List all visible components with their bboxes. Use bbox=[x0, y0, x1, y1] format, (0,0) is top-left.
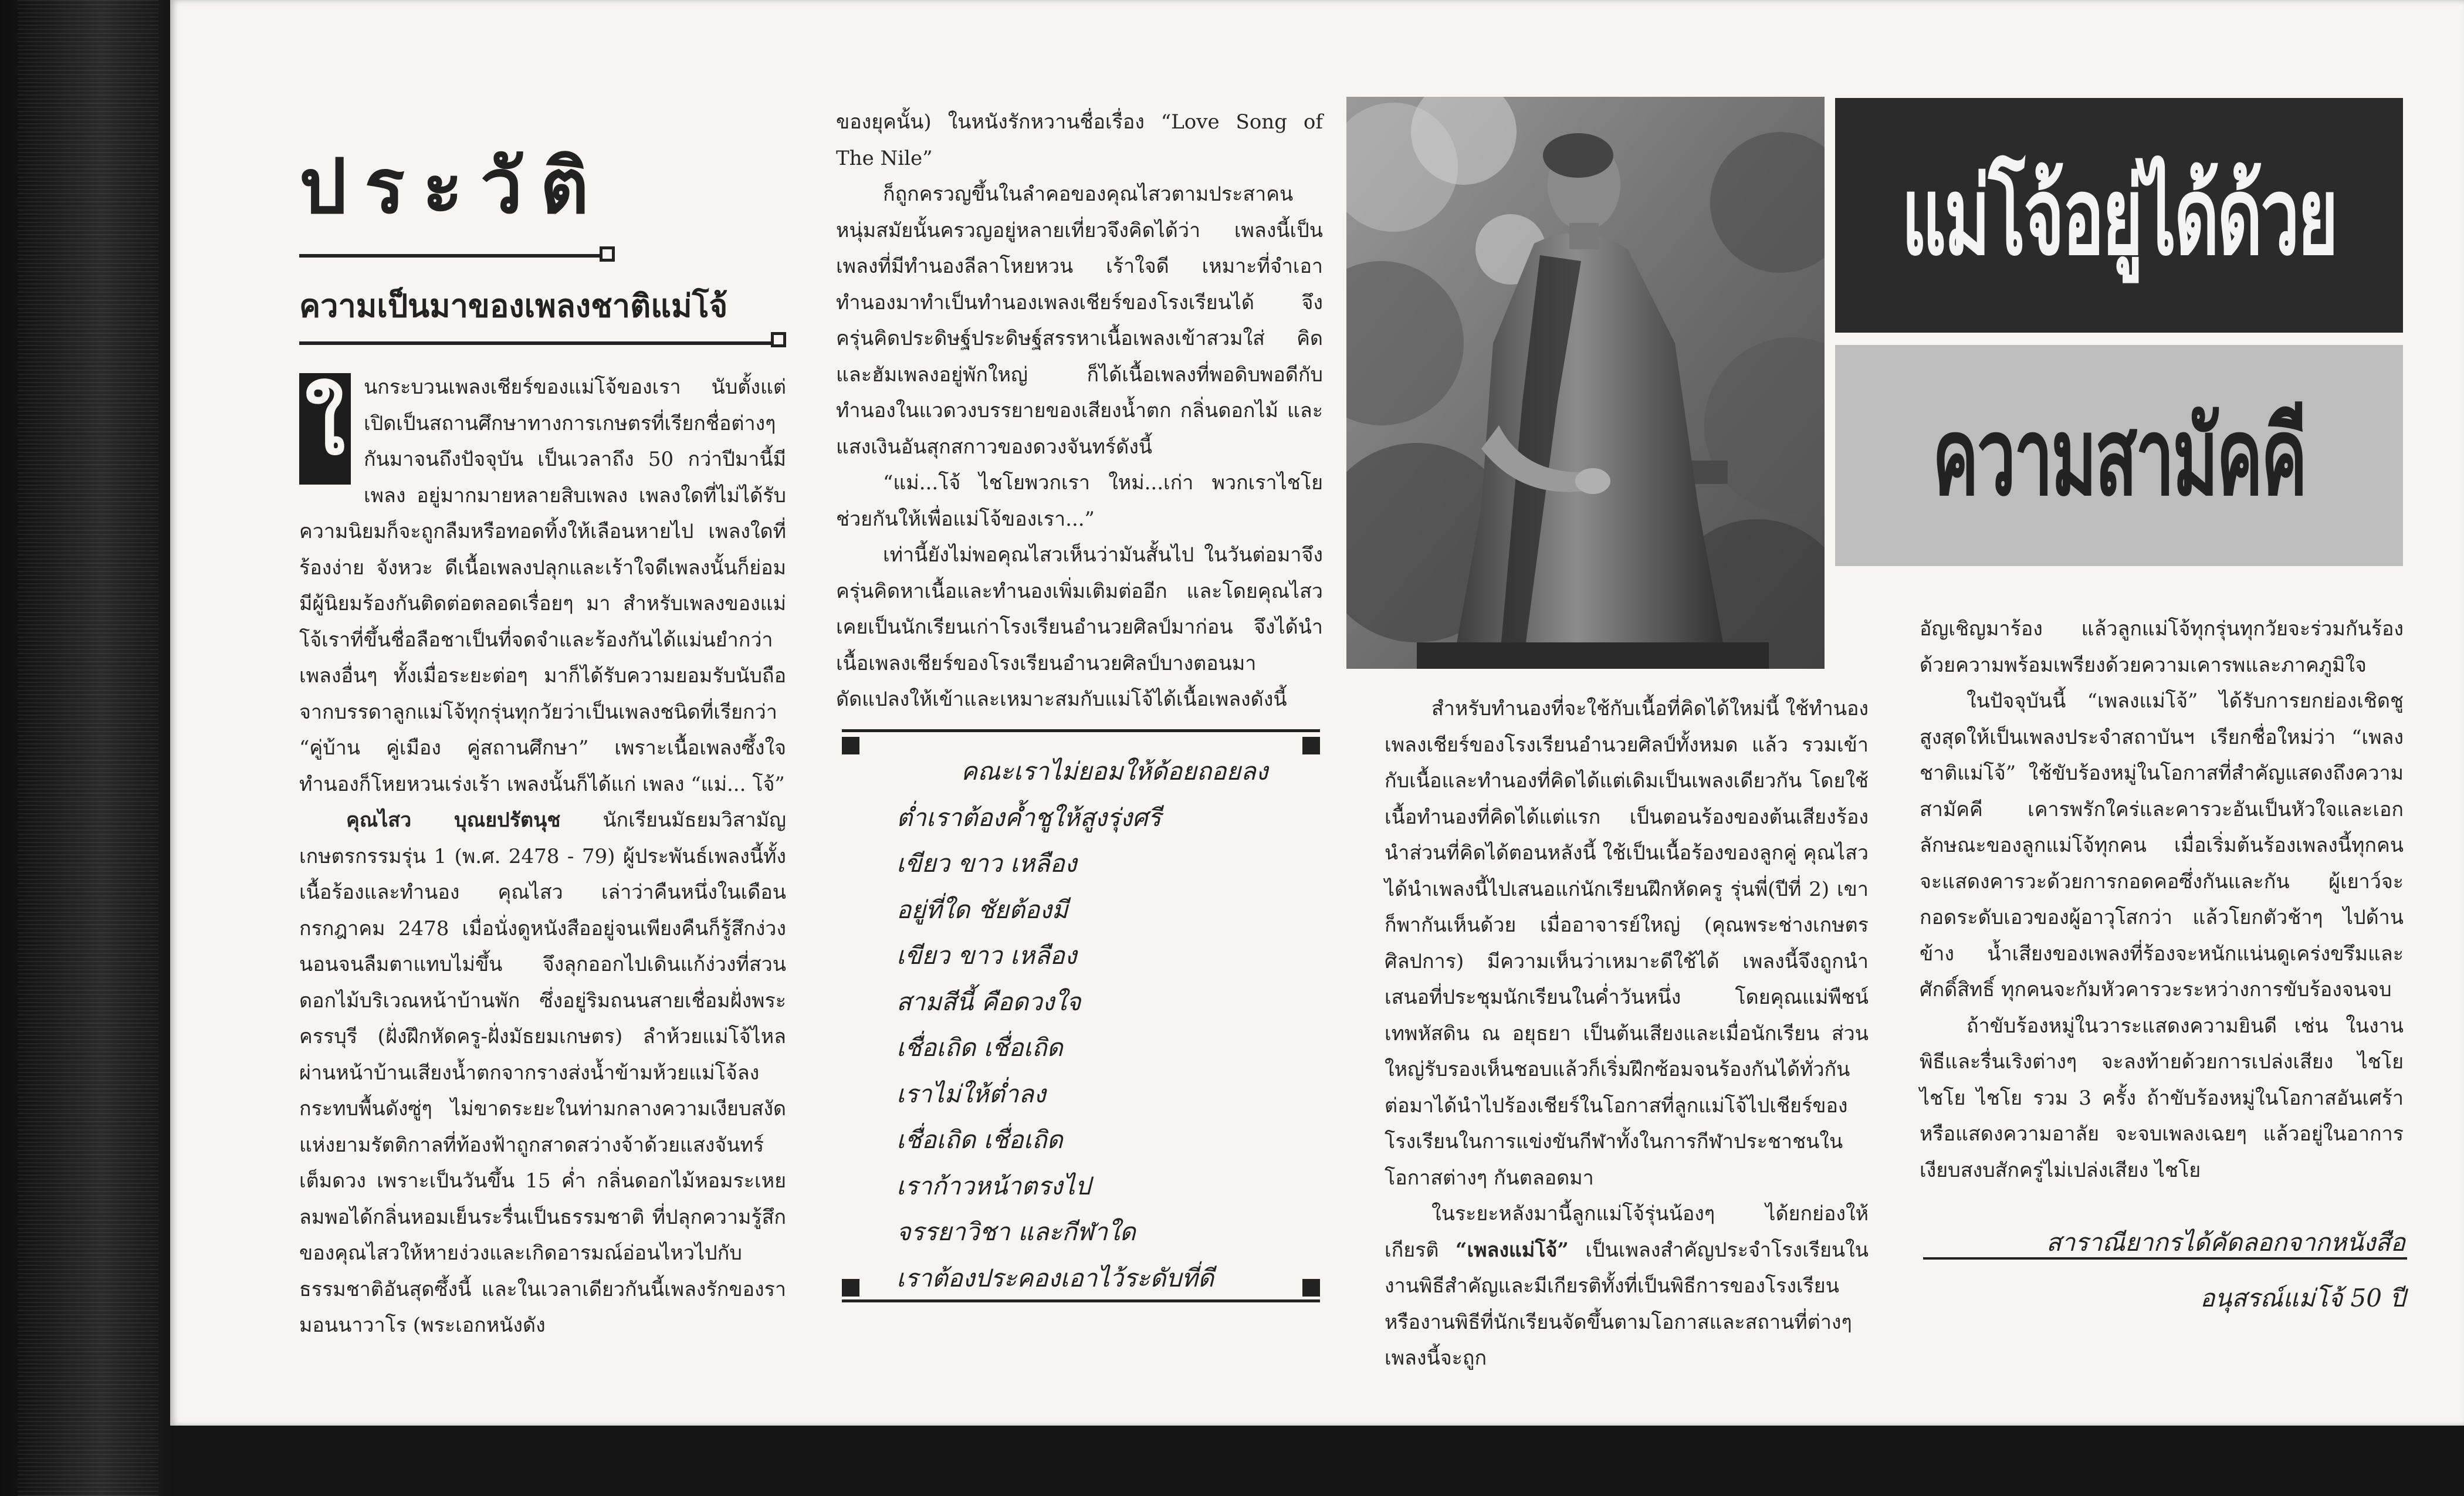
dropcap: ใ bbox=[299, 373, 351, 485]
title-rule-end-box bbox=[600, 246, 615, 262]
col3-p2-lead: ในระยะหลังมานี้ลูกแม่โจ้รุ่นน้องๆ ได้ยกย่องให้เกียรติ bbox=[1385, 1202, 1869, 1262]
poem-line: เชื่อเถิด เชื่อเถิด bbox=[896, 1033, 1063, 1062]
article-title: ประวัติ bbox=[299, 143, 607, 231]
col2-paragraph-1: ของยุคนั้น) ในหนังรักหวานชื่อเรื่อง “Love Song of The Nile” bbox=[836, 110, 1323, 170]
poem-line: เขียว ขาว เหลือง bbox=[896, 849, 1077, 878]
poem-line: อยู่ที่ใด ชัยต้องมี bbox=[896, 895, 1068, 924]
column-1-text bbox=[299, 370, 787, 1337]
col3-p2-text: เป็นเพลงสำคัญประจำโรงเรียนในงานพิธีสำคัญและมีเกียรติทั้งที่เป็นพิธีการของโรงเรียน หรืองานพิธีที่นักเรียนจัดขึ้นตามโอกาสและสถานที่ต่างๆ เพลงนี้จะถูก bbox=[1385, 1238, 1869, 1370]
headline-line-2: ความสามัคคี bbox=[1932, 394, 2306, 519]
poem-line: คณะเราไม่ยอมให้ด้อยถอยลง bbox=[961, 757, 1268, 786]
credit-rule bbox=[1923, 1257, 2407, 1260]
title-rule bbox=[299, 254, 610, 258]
col3-paragraph-2 bbox=[1385, 1196, 1869, 1377]
col4-paragraph-1: อัญเชิญมาร้อง แล้วลูกแม่โจ้ทุกรุ่นทุกวัยจะร่วมกันร้องด้วยความพร้อมเพรียงด้วยความเคารพและภาคภูมิใจ bbox=[1920, 617, 2404, 677]
scanner-bottom-edge bbox=[170, 1426, 2464, 1496]
poem-lyrics bbox=[896, 749, 1307, 1301]
source-credit-line-1: สาราณียากรได้คัดลอกจากหนังสือ bbox=[2046, 1228, 2405, 1257]
poem-line: เราก้าวหน้าตรงไป bbox=[896, 1171, 1091, 1200]
column-2-text bbox=[836, 104, 1323, 726]
statue-photo-icon bbox=[1346, 97, 1825, 669]
col1-author-text: นักเรียนมัธยมวิสามัญเกษตรกรรมรุ่น 1 (พ.ศ. 2478 - 79) ผู้ประพันธ์เพลงนี้ทั้งเนื้อร้องและทำนอง คุณไสว เล่าว่าคืนหนึ่งในเดือนกรกฎาคม 2478 เมื่อนั่งดูหนังสืออยู่จนเพียงคืนก็รู้สึกง่วงนอนจนลืมตาแทบไม่ขึ้น จึงลุกออกไปเดินแก้ง่วงที่สวนดอกไม้บริเวณหน้าบ้านพัก ซึ่งอยู่ริมถนนสายเชื่อมฝั่งพระครรบุรี (ฝั่งฝึกหัดครู-ฝั่งมัธยมเกษตร) ลำห้วยแม่โจ้ไหลผ่านหน้าบ้านเสียงน้ำตกจากรางส่งน้ำข้ามห้วยแม่โจ้ลงกระทบพื้นดังซู่ๆ ไม่ขาดระยะในท่ามกลางความเงียบสงัดแห่งยามรัตติกาลที่ท้องฟ้าถูกสาดสว่างจ้าด้วยแสงจันทร์เต็มดวง เพราะเป็นวันขึ้น 15 ค่ำ กลิ่นดอกไม้หอมระเหยลมพอได้กลิ่นหอมเย็นระรื่นเป็นธรรมชาติ ที่ปลุกความรู้สึกของคุณไสวให้หายง่วงและเกิดอารมณ์อ่อนไหวไปกับธรรมชาติอันสุดซึ้งนี้ และในเวลาเดียวกันนี้เพลงรักของรามอนนาวาโร (พระเอกหนังดัง bbox=[299, 808, 787, 1337]
column-4-text bbox=[1920, 611, 2404, 1216]
poem-corner-bottom-left bbox=[842, 1279, 859, 1297]
poem-line: ต่ำเราต้องค้ำชูให้สูงรุ่งศรี bbox=[896, 803, 1162, 832]
subtitle-rule bbox=[299, 341, 783, 345]
poem-bottom-rule bbox=[842, 1299, 1320, 1302]
headline-box-light bbox=[1835, 345, 2403, 566]
col3-paragraph-1: สำหรับทำนองที่จะใช้กับเนื้อที่คิดได้ใหม่นี้ ใช้ทำนองเพลงเชียร์ของโรงเรียนอำนวยศิลป์ทั้งหมด แล้ว รวมเข้ากับเนื้อและทำนองที่คิดได้แต่เดิมเป็นเพลงเดียวกัน โดยใช้เนื้อทำนองที่คิดได้แต่แรก เป็นตอนร้องของต้นเสียงร้องนำส่วนที่คิดได้ตอนหลังนี้ ใช้เป็นเนื้อร้องของลูกคู่ คุณไสวได้นำเพลงนี้ไปเสนอแก่นักเรียนฝึกหัดครู รุ่นพี่(ปีที่ 2) เขาก็พากันเห็นด้วย เมื่ออาจารย์ใหญ่ (คุณพระช่างเกษตรศิลปการ) มีความเห็นว่าเหมาะดีใช้ได้ เพลงนี้จึงถูกนำเสนอที่ประชุมนักเรียนในค่ำวันหนึ่ง โดยคุณแม่พืชน์ เทพหัสดิน ณ อยุธยา เป็นต้นเสียงและเมื่อนักเรียน ส่วนใหญ่รับรองเห็นชอบแล้วก็เริ่มฝึกซ้อมจนร้องกันได้ทั่วกัน ต่อมาได้นำไปร้องเชียร์ในโอกาสที่ลูกแม่โจ้ไปเชียร์ของโรงเรียนในการแข่งขันกีฬาทั้งในการกีฬาประชาชนในโอกาสต่างๆ กันตลอดมา bbox=[1385, 697, 1869, 1190]
headline-box-dark bbox=[1835, 98, 2403, 333]
subtitle-rule-end-box bbox=[771, 332, 786, 347]
poem-line: สามสีนี้ คือดวงใจ bbox=[896, 987, 1081, 1016]
col1-intro-paragraph: นกระบวนเพลงเชียร์ของแม่โจ้ของเรา นับตั้งแต่เปิดเป็นสถานศึกษาทางการเกษตรที่เรียกชื่อต่างๆ กันมาจนถึงปัจจุบัน เป็นเวลาถึง 50 กว่าปีมานี้มีเพลง อยู่มากมายหลายสิบเพลง เพลงใดที่ไม่ได้รับความนิยมก็จะถูกลืมหรือทอดทิ้งให้เลือนหายไป เพลงใดที่ร้องง่าย จังหวะ ดีเนื้อเพลงปลุกและเร้าใจดีเพลงนั้นก็ย่อมมีผู้นิยมร้องกันติดต่อตลอดเรื่อยๆ มา สำหรับเพลงของแม่โจ้เราที่ขึ้นชื่อลือชาเป็นที่จดจำและร้องกันได้แม่นยำกว่าเพลงอื่นๆ ทั้งเมื่อระยะต่อๆ มาก็ได้รับความยอมรับนับถือจากบรรดาลูกแม่โจ้ทุกรุ่นทุกวัยว่าเป็นเพลงชนิดที่เรียกว่า “คู่บ้าน คู่เมือง คู่สถานศึกษา” เพราะเนื้อเพลงซึ้งใจ ทำนองก็โหยหวนเร่งเร้า เพลงนั้นก็ได้แก่ เพลง “แม่... โจ้” bbox=[299, 375, 786, 796]
poem-top-rule bbox=[842, 729, 1320, 732]
headline-line-1: แม่โจ้อยู่ได้ด้วย bbox=[1901, 153, 2337, 279]
author-name: คุณไสว บุณยปรัตนุช bbox=[346, 808, 561, 832]
scan-noise-stripes bbox=[18, 0, 158, 1496]
article-subtitle: ความเป็นมาของเพลงชาติแม่โจ้ bbox=[299, 287, 728, 324]
poem-line: เชื่อเถิด เชื่อเถิด bbox=[896, 1125, 1063, 1154]
poem-line: เขียว ขาว เหลือง bbox=[896, 941, 1077, 970]
poem-line: เราต้องประคองเอาไว้ระดับที่ดี bbox=[896, 1263, 1214, 1292]
statue-photo bbox=[1346, 97, 1825, 669]
col2-paragraph-3: เท่านี้ยังไม่พอคุณไสวเห็นว่ามันสั้นไป ในวันต่อมาจึงครุ่นคิดหาเนื้อและทำนองเพิ่มเติมต่ออีก และโดยคุณไสวเคยเป็นนักเรียนเก่าโรงเรียนอำนวยศิลป์มาก่อน จึงได้นำเนื้อเพลงเชียร์ของโรงเรียนอำนวยศิลป์บางตอนมาดัดแปลงให้เข้าและเหมาะสมกับแม่โจ้ได้เนื้อเพลงดังนี้ bbox=[836, 543, 1323, 711]
column-3-text bbox=[1385, 691, 1869, 1370]
col4-paragraph-2: ในปัจจุบันนี้ “เพลงแม่โจ้” ได้รับการยกย่องเชิดชูสูงสุดให้เป็นเพลงประจำสถาบันฯ เรียกชื่อใหม่ว่า “เพลงชาติแม่โจ้” ใช้ขับร้องหมู่ในโอกาสที่สำคัญแสดงถึงความสามัคคี เคารพรักใคร่และคารวะอันเป็นหัวใจและเอกลักษณะของลูกแม่โจ้ทุกคน เมื่อเริ่มต้นร้องเพลงนี้ทุกคนจะแสดงคารวะด้วยการกอดคอซึ่งกันและกัน ผู้เยาว์จะกอดระดับเอวของผู้อาวุโสกว่า แล้วโยกตัวช้าๆ ไปด้านข้าง น้ำเสียงของเพลงที่ร้องจะหนักแน่นดูเคร่งขรึมและศักดิ์สิทธิ์ ทุกคนจะกัมหัวคารวะระหว่างการขับร้องจนจบ bbox=[1920, 689, 2404, 1001]
poem-corner-bottom-right bbox=[1302, 1279, 1320, 1297]
col2-paragraph-2: ก็ถูกครวญขึ้นในลำคอของคุณไสวตามประสาคนหนุ่มสมัยนั้นครวญอยู่หลายเที่ยวจึงคิดได้ว่า เพลงนี้เป็นเพลงที่มีทำนองลีลาโหยหวน เร้าใจดี เหมาะที่จำเอาทำนองมาทำเป็นทำนองเพลงเชียร์ของโรงเรียนได้ จึงครุ่นคิดประดิษฐ์ประดิษฐ์สรรหาเนื้อเพลงเข้าสวมใส่ คิดและฮัมเพลงอยู่พักใหญ่ ก็ได้เนื้อเพลงที่พอดิบพอดีกับทำนองในแวดวงบรรยายของเสียงน้ำตก กลิ่นดอกไม้ และแสงเงินอันสุกสกาวของดวงจันทร์ดังนี้ bbox=[836, 182, 1323, 459]
source-credit-line-2: อนุสรณ์แม่โจ้ 50 ปี bbox=[2200, 1284, 2405, 1312]
song-name-bold: “เพลงแม่โจ้” bbox=[1455, 1238, 1569, 1262]
col4-paragraph-3: ถ้าขับร้องหมู่ในวาระแสดงความยินดี เช่น ในงานพิธีและรื่นเริงต่างๆ จะลงท้ายด้วยการเปล่งเสียง ไชโย ไชโย ไชโย รวม 3 ครั้ง ถ้าขับร้องหมู่ในโอกาสอันเศร้าหรือแสดงความอาลัย จะจบเพลงเฉยๆ แล้วอยู่ในอาการเงียบสงบสักครู่ไม่เปล่งเสียง ไชโย bbox=[1920, 1014, 2404, 1182]
poem-line: เราไม่ให้ต่ำลง bbox=[896, 1079, 1046, 1108]
poem-line: จรรยาวิชา และกีฬาใด bbox=[896, 1217, 1136, 1246]
col1-author-paragraph bbox=[299, 803, 786, 1344]
poem-corner-top-left bbox=[842, 737, 859, 754]
col2-quote: “แม่...โจ้ ไชโยพวกเรา ใหม่...เก่า พวกเราไชโย ช่วยกันให้เพื่อแม่โจ้ของเรา...” bbox=[836, 471, 1323, 531]
